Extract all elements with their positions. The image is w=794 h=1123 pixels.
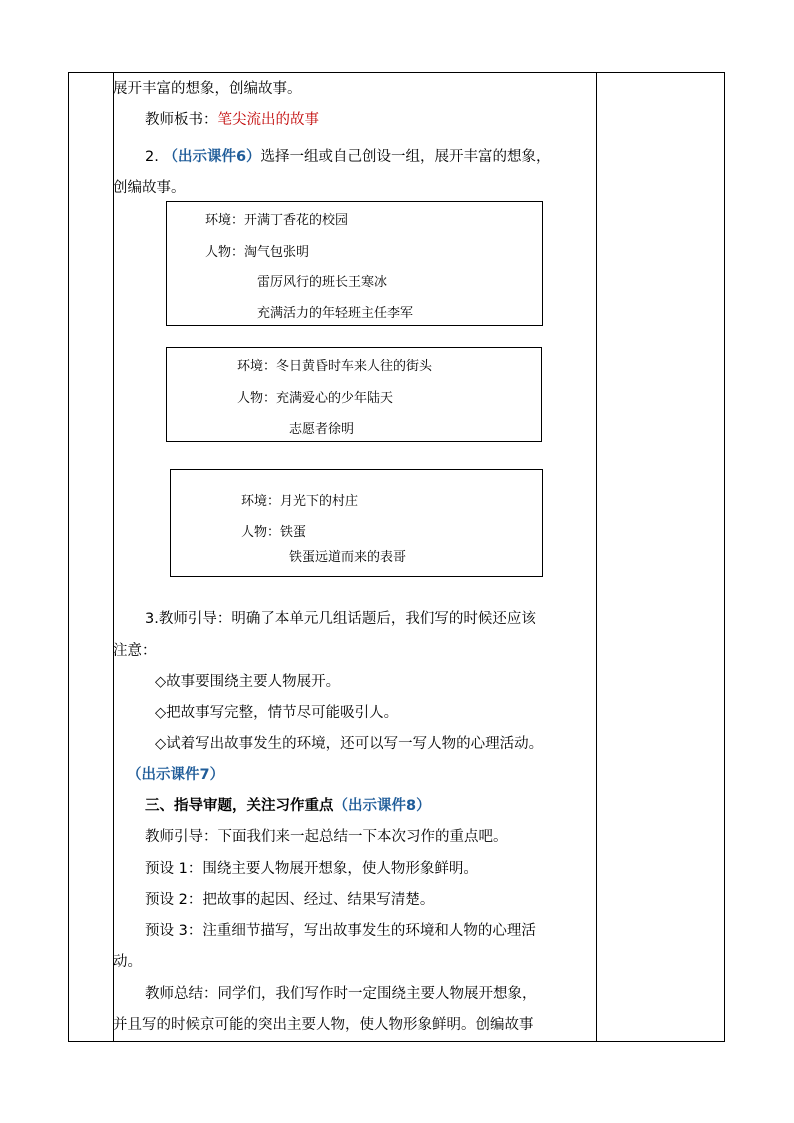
step-number: 2. bbox=[145, 149, 164, 165]
scenario-box-1 bbox=[166, 201, 543, 326]
paragraph-line: 注意： bbox=[113, 643, 157, 659]
section-heading bbox=[145, 796, 431, 816]
step-text: 选择一组或自己创设一组，展开丰富的想象， bbox=[260, 149, 551, 165]
column-divider-middle bbox=[596, 73, 597, 1041]
step-two-line bbox=[145, 147, 551, 167]
courseware-ref: （出示课件6） bbox=[163, 149, 261, 165]
scenario-person: 铁蛋远道而来的表哥 bbox=[289, 550, 407, 565]
courseware-ref: （出示课件7） bbox=[127, 767, 225, 783]
scenario-box-2 bbox=[166, 347, 542, 442]
paragraph-line: 并且写的时候京可能的突出主要人物，使人物形象鲜明。创编故事 bbox=[113, 1017, 534, 1033]
paragraph-line: 预设 1：围绕主要人物展开想象，使人物形象鲜明。 bbox=[145, 861, 478, 877]
paragraph-line: 预设 3：注重细节描写，写出故事发生的环境和人物的心理活 bbox=[145, 923, 536, 939]
scenario-person: 人物：铁蛋 bbox=[241, 525, 307, 540]
courseware-ref: （出示课件8） bbox=[333, 798, 431, 814]
bullet-item: ◇故事要围绕主要人物展开。 bbox=[155, 674, 341, 690]
section-title: 三、指导审题，关注习作重点 bbox=[145, 798, 334, 814]
bullet-item: ◇把故事写完整，情节尽可能吸引人。 bbox=[155, 705, 399, 721]
paragraph-line: 预设 2：把故事的起因、经过、结果写清楚。 bbox=[145, 892, 435, 908]
blackboard-title: 笔尖流出的故事 bbox=[217, 112, 319, 128]
paragraph-line: 教师引导：下面我们来一起总结一下本次习作的重点吧。 bbox=[145, 829, 508, 845]
paragraph-line: 动。 bbox=[113, 954, 142, 970]
blackboard-label: 教师板书： bbox=[145, 112, 218, 128]
paragraph-line: 教师总结：同学们，我们写作时一定围绕主要人物展开想象， bbox=[145, 986, 537, 1002]
bullet-item: ◇试着写出故事发生的环境，还可以写一写人物的心理活动。 bbox=[155, 736, 544, 752]
scenario-person: 人物：充满爱心的少年陆天 bbox=[237, 391, 394, 406]
scenario-box-3 bbox=[170, 469, 543, 577]
scenario-environment: 环境：冬日黄昏时车来人往的街头 bbox=[237, 359, 433, 374]
scenario-person: 充满活力的年轻班主任李军 bbox=[257, 306, 414, 321]
scenario-person: 人物：淘气包张明 bbox=[205, 245, 310, 260]
paragraph-line: 3.教师引导：明确了本单元几组话题后，我们写的时候还应该 bbox=[145, 611, 536, 627]
column-divider-left bbox=[113, 73, 114, 1041]
paragraph-line: 展开丰富的想象，创编故事。 bbox=[113, 81, 302, 97]
blackboard-line bbox=[145, 110, 319, 130]
paragraph-line: 创编故事。 bbox=[113, 180, 186, 196]
scenario-person: 志愿者徐明 bbox=[289, 422, 355, 437]
scenario-environment: 环境：月光下的村庄 bbox=[241, 494, 359, 509]
scenario-environment: 环境：开满丁香花的校园 bbox=[205, 213, 349, 228]
scenario-person: 雷厉风行的班长王寒冰 bbox=[257, 275, 388, 290]
